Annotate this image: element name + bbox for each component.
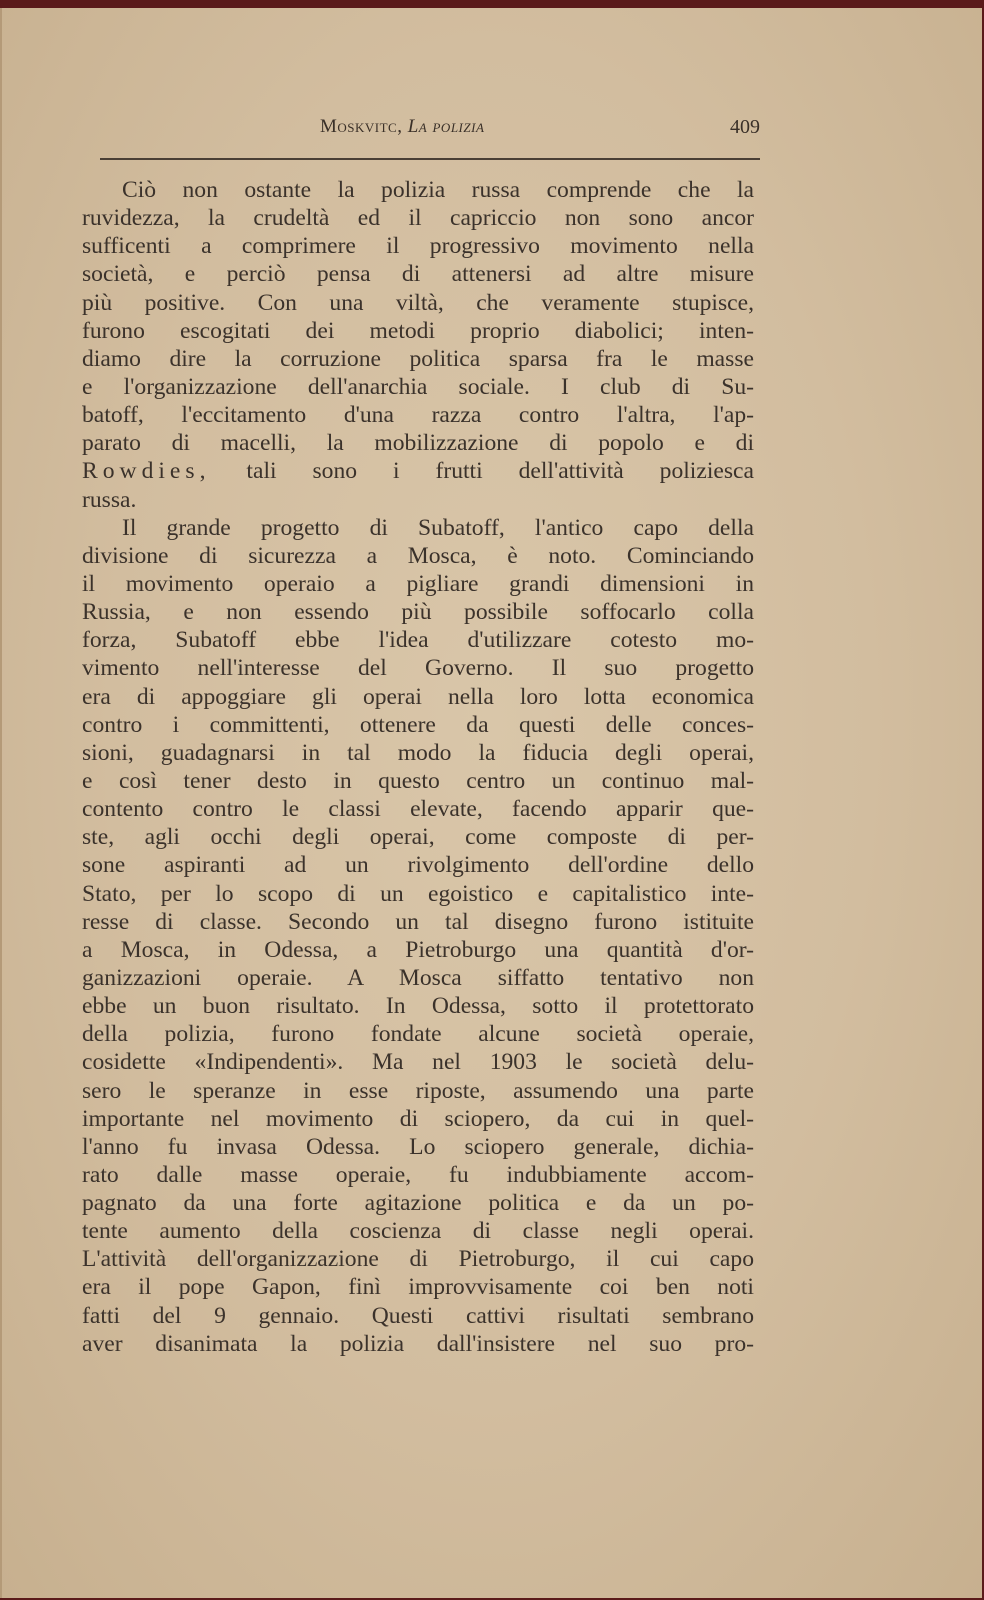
text-line: più positive. Con una viltà, che veramente stupisce, [82,289,754,316]
body-text [82,176,754,1358]
text-line [82,457,754,485]
text-line: Il grande progetto di Subatoff, l'antico capo della [122,514,754,541]
text-line: cosidette «Indipendenti». Ma nel 1903 le società delu- [82,1049,754,1076]
text-line: sone aspiranti ad un rivolgimento dell'ordine dello [82,852,754,879]
text-line: contro i committenti, ottenere da questi delle conces- [82,711,754,738]
text-line: sioni, guadagnarsi in tal modo la fiducia degli operai, [82,739,754,766]
text-line: ganizzazioni operaie. A Mosca siffatto tentativo non [82,964,754,991]
text-line: Ciò non ostante la polizia russa comprende che la [122,177,754,203]
text-line: Russia, e non essendo più possibile soffocarlo colla [82,599,754,626]
text-line: rato dalle masse operaie, fu indubbiamente accom- [82,1161,754,1188]
text-line: vimento nell'interesse del Governo. Il suo progetto [82,655,754,682]
text-line: sero le speranze in esse riposte, assumendo una parte [82,1077,754,1104]
page-number: 409 [730,116,760,138]
text-line: divisione di sicurezza a Mosca, è noto. Cominciando [82,542,754,569]
text-line: Stato, per lo scopo di un egoistico e capitalistico inte- [82,880,754,907]
text-line: importante nel movimento di sciopero, da cui in quel- [82,1105,754,1132]
text-line: della polizia, furono fondate alcune società operaie, [82,1021,754,1048]
text-line: era il pope Gapon, finì improvvisamente coi ben noti [82,1274,754,1301]
spaced-word: Rowdies, [82,458,211,485]
text-line: russa. [82,486,137,513]
text-line: aver disanimata la polizia dall'insistere nel suo pro- [82,1330,754,1357]
text-line: tente aumento della coscienza di classe negli operai. [82,1218,754,1245]
book-page [0,8,982,1598]
text-line: e l'organizzazione dell'anarchia sociale. I club di Su- [82,373,754,400]
text-line: fatti del 9 gennaio. Questi cattivi risultati sembrano [82,1302,754,1329]
text-line: ebbe un buon risultato. In Odessa, sotto il protettorato [82,993,754,1020]
text-line: batoff, l'eccitamento d'una razza contro l'altra, l'ap- [82,402,754,429]
header-rule [100,158,760,160]
text-line: sufficenti a comprimere il progressivo movimento nella [82,233,754,260]
text-line: diamo dire la corruzione politica sparsa fra le masse [82,345,754,372]
text-line: ste, agli occhi degli operai, come composte di per- [82,824,754,851]
running-header [100,112,760,142]
text-fragment: tali sono i frutti dell'attività poliziesca [246,458,754,485]
text-line: pagnato da una forte agitazione politica e da un po- [82,1190,754,1217]
text-line: società, e perciò pensa di attenersi ad altre misure [82,261,754,288]
text-line: e così tener desto in questo centro un continuo mal- [82,767,754,794]
text-line: L'attività dell'organizzazione di Pietroburgo, il cui capo [82,1246,754,1273]
text-line: era di appoggiare gli operai nella loro lotta economica [82,683,754,710]
text-line: a Mosca, in Odessa, a Pietroburgo una quantità d'or- [82,936,754,963]
text-line: ruvidezza, la crudeltà ed il capriccio non sono ancor [82,205,754,232]
text-line: contento contro le classi elevate, facendo apparir que- [82,796,754,823]
text-line: l'anno fu invasa Odessa. Lo sciopero generale, dichia- [82,1133,754,1160]
text-line: resse di classe. Secondo un tal disegno furono istituite [82,908,754,935]
text-line: parato di macelli, la mobilizzazione di popolo e di [82,430,754,457]
text-line: furono escogitati dei metodi proprio diabolici; inten- [82,317,754,344]
header-title: La polizia [407,116,485,137]
text-line: il movimento operaio a pigliare grandi dimensioni in [82,570,754,597]
header-author: Moskvitc, La polizia [320,116,485,137]
text-line: forza, Subatoff ebbe l'idea d'utilizzare cotesto mo- [82,627,754,654]
